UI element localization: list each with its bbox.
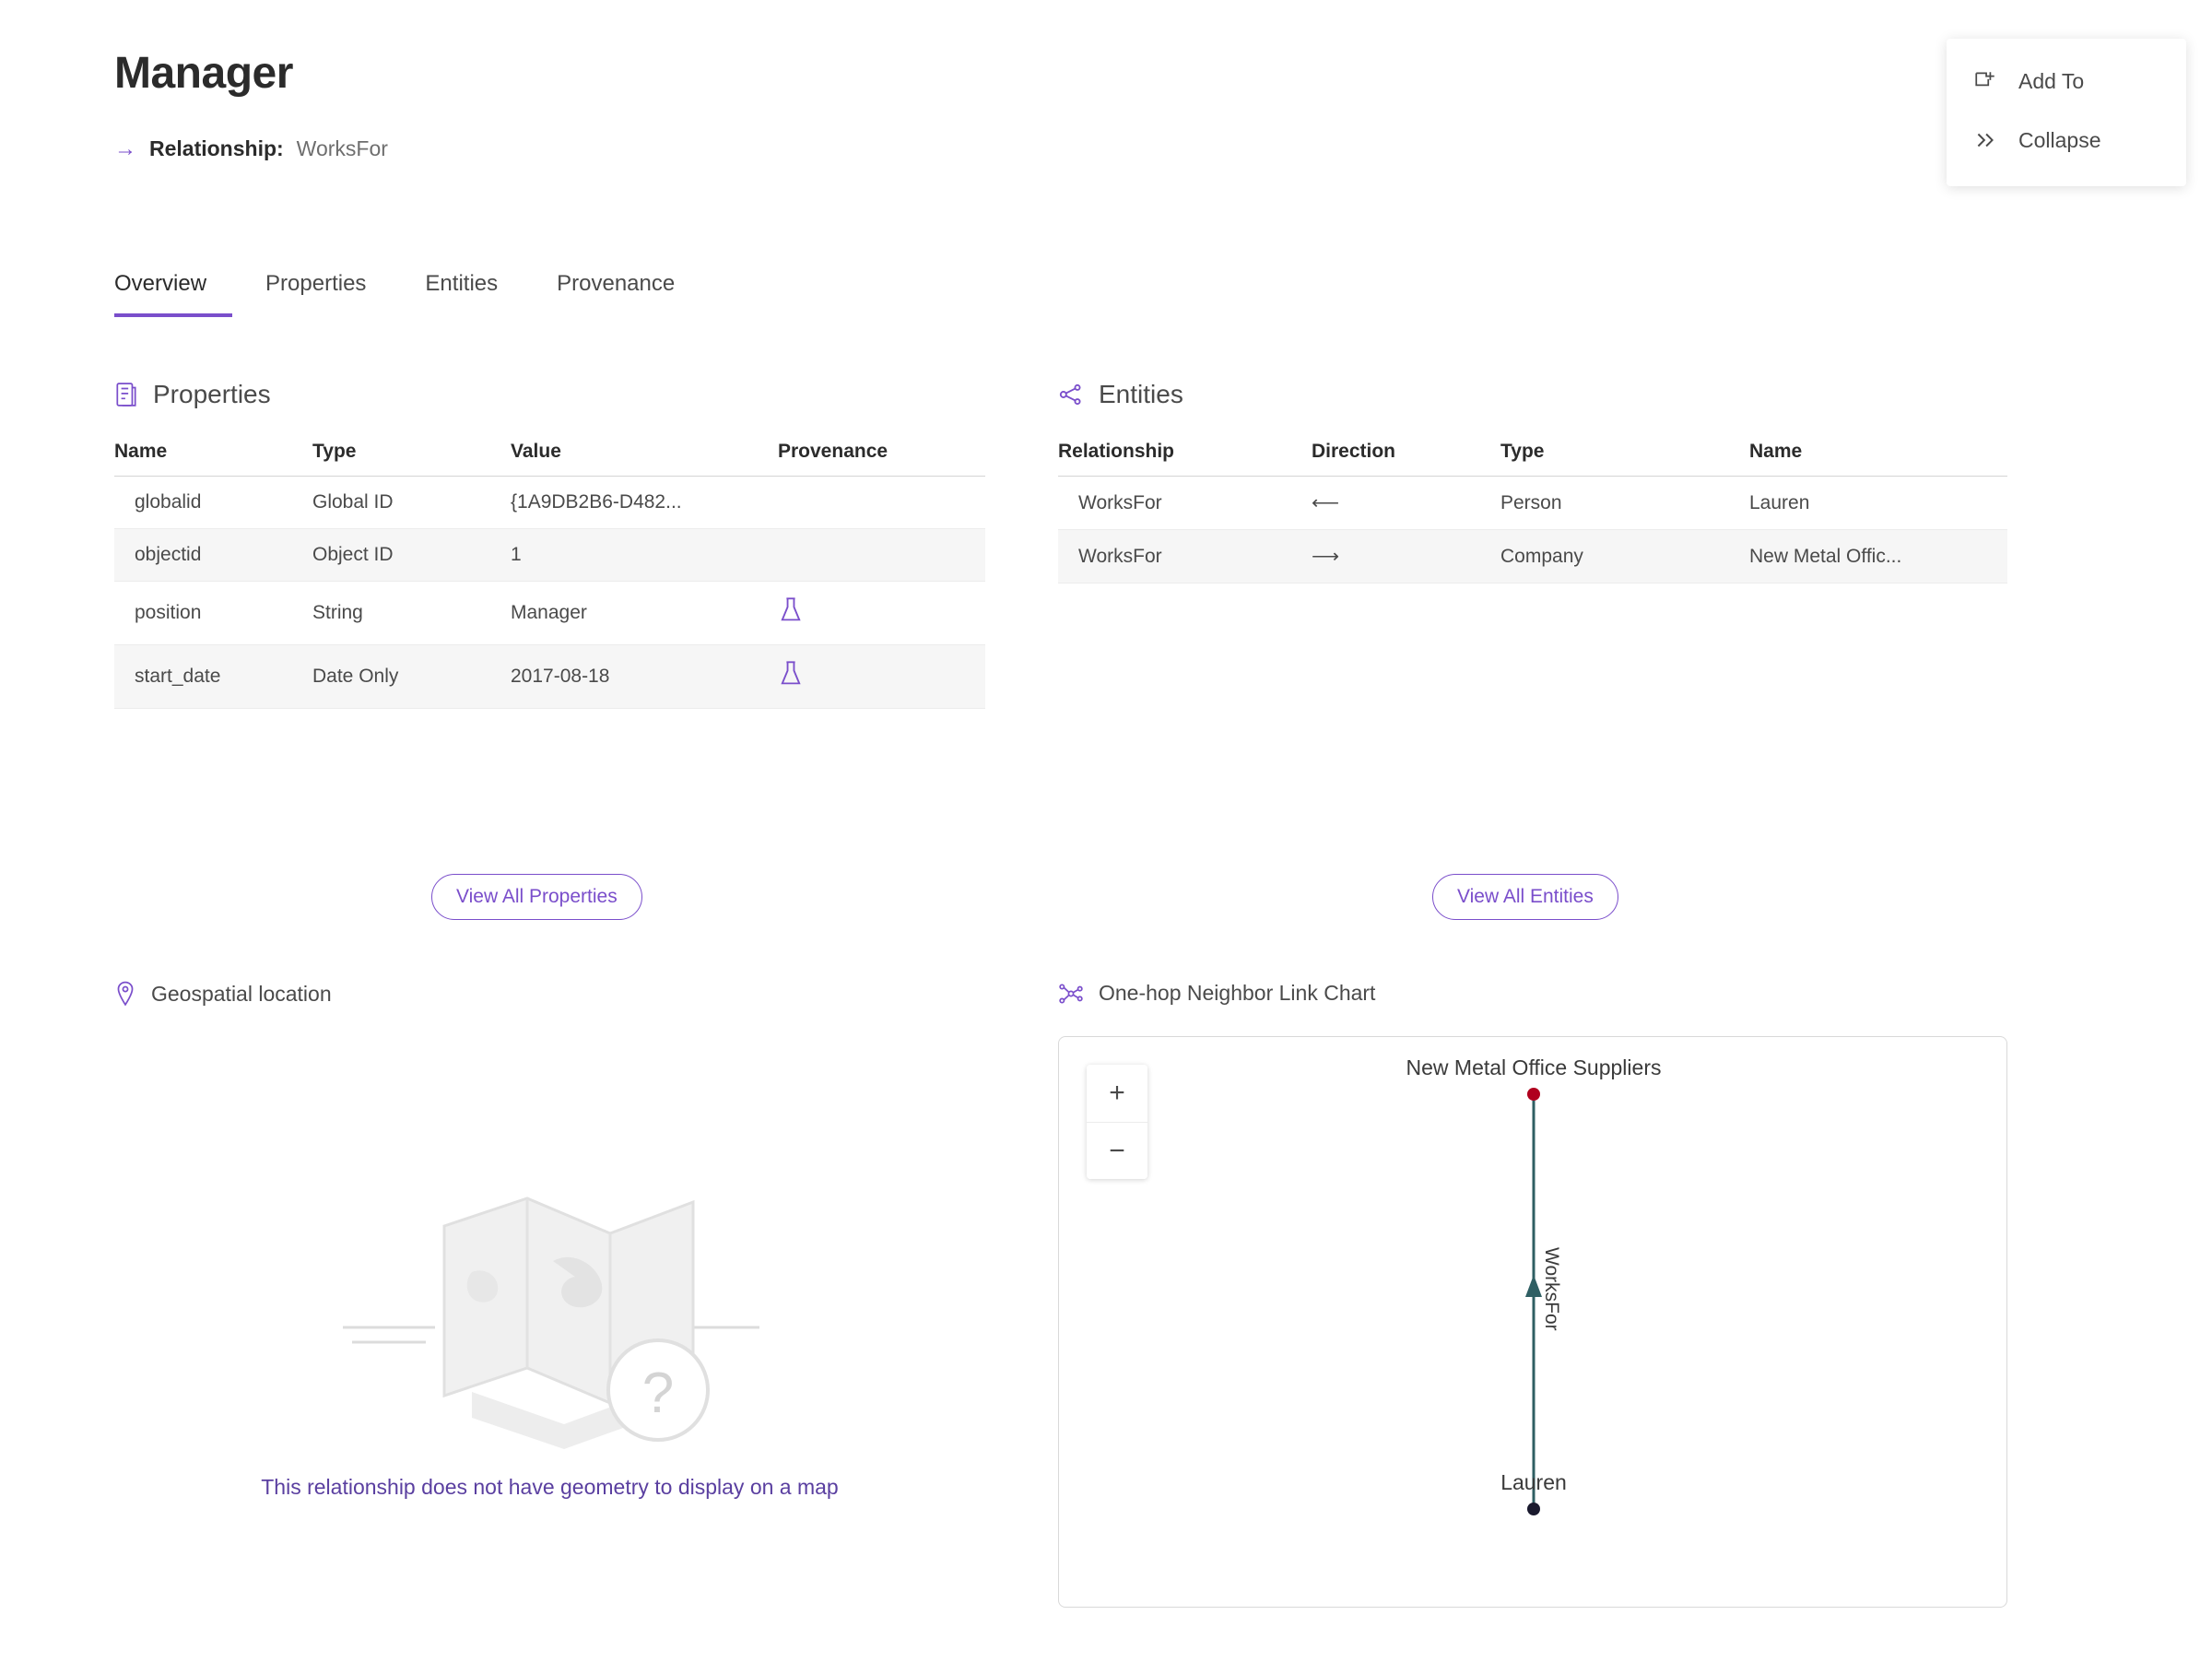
geospatial-heading	[114, 981, 332, 1007]
property-value: 1	[511, 529, 778, 582]
entity-type: Person	[1500, 477, 1749, 530]
link-chart-edges	[1059, 1037, 2008, 1609]
entities-heading	[1058, 380, 2007, 409]
zoom-in-button[interactable]: +	[1087, 1065, 1147, 1122]
node-label-person[interactable]: Lauren	[1500, 1470, 1567, 1494]
property-name: globalid	[114, 477, 312, 529]
flask-icon[interactable]	[778, 660, 804, 693]
properties-heading-label: Properties	[153, 380, 271, 408]
arrow-right-icon: →	[114, 136, 136, 161]
property-type: Date Only	[312, 645, 511, 709]
tab-entities[interactable]: Entities	[425, 271, 499, 296]
table-row[interactable]	[1058, 530, 2007, 584]
geospatial-heading-label: Geospatial location	[151, 981, 332, 1006]
table-row[interactable]	[114, 477, 985, 529]
svg-text:?: ?	[641, 1362, 674, 1425]
property-name: objectid	[114, 529, 312, 582]
property-provenance	[778, 529, 985, 582]
property-name: position	[114, 582, 312, 645]
property-type: Global ID	[312, 477, 511, 529]
entity-relationship: WorksFor	[1058, 530, 1312, 584]
entities-graph-icon	[1058, 382, 1084, 407]
graph-node-company[interactable]	[1527, 1088, 1540, 1101]
collapse-label: Collapse	[2018, 127, 2101, 152]
properties-col-name: Name	[114, 441, 312, 477]
add-to-button[interactable]	[1947, 52, 2186, 111]
entities-table	[1058, 441, 2007, 584]
collapse-chevrons-icon	[1972, 127, 1998, 153]
property-type: Object ID	[312, 529, 511, 582]
entity-relationship: WorksFor	[1058, 477, 1312, 530]
link-chart-heading-label: One-hop Neighbor Link Chart	[1099, 981, 1376, 1005]
property-type: String	[312, 582, 511, 645]
table-row[interactable]	[114, 645, 985, 709]
add-to-label: Add To	[2018, 68, 2085, 93]
relationship-label: Relationship:	[149, 136, 284, 160]
tab-overview[interactable]: Overview	[114, 267, 232, 317]
entity-type: Company	[1500, 530, 1749, 584]
node-label-company[interactable]: New Metal Office Suppliers	[1406, 1055, 1662, 1079]
properties-section	[114, 380, 985, 709]
properties-header-row	[114, 441, 985, 477]
property-value: 2017-08-18	[511, 645, 778, 709]
entities-heading-label: Entities	[1099, 380, 1183, 408]
entities-section	[1058, 380, 2007, 584]
properties-col-value: Value	[511, 441, 778, 477]
tab-bar	[114, 267, 700, 317]
collapse-button[interactable]	[1947, 111, 2186, 170]
table-row[interactable]	[1058, 477, 2007, 530]
page-title: Manager	[114, 49, 293, 98]
add-to-icon	[1972, 68, 1998, 94]
entity-name-link[interactable]: New Metal Offic...	[1749, 530, 2007, 584]
entities-col-direction: Direction	[1312, 441, 1500, 477]
relationship-value: WorksFor	[296, 136, 388, 160]
view-all-properties-button[interactable]: View All Properties	[431, 874, 642, 920]
properties-col-type: Type	[312, 441, 511, 477]
relationship-subtitle	[114, 136, 388, 161]
properties-col-provenance: Provenance	[778, 441, 985, 477]
graph-node-person[interactable]	[1527, 1503, 1540, 1515]
property-name: start_date	[114, 645, 312, 709]
entity-direction: ⟵	[1312, 477, 1500, 530]
map-placeholder	[114, 1032, 985, 1586]
property-provenance	[778, 477, 985, 529]
entity-direction: ⟶	[1312, 530, 1500, 584]
link-chart-icon	[1058, 982, 1084, 1006]
folded-map-illustration	[334, 1161, 767, 1470]
properties-document-icon	[114, 382, 138, 407]
property-provenance	[778, 582, 985, 645]
map-pin-icon	[114, 981, 136, 1007]
entities-col-type: Type	[1500, 441, 1749, 477]
property-provenance	[778, 645, 985, 709]
tab-provenance[interactable]: Provenance	[557, 271, 676, 296]
entities-header-row	[1058, 441, 2007, 477]
link-chart-canvas[interactable]	[1058, 1036, 2007, 1608]
table-row[interactable]	[114, 582, 985, 645]
view-all-entities-button[interactable]: View All Entities	[1432, 874, 1618, 920]
properties-heading	[114, 380, 985, 409]
tab-properties[interactable]: Properties	[265, 271, 367, 296]
entities-col-relationship: Relationship	[1058, 441, 1312, 477]
entities-col-name: Name	[1749, 441, 2007, 477]
flask-icon[interactable]	[778, 596, 804, 630]
zoom-out-button[interactable]: −	[1087, 1122, 1147, 1179]
property-value: {1A9DB2B6-D482...	[511, 477, 778, 529]
edge-label-worksfor: WorksFor	[1541, 1247, 1562, 1331]
entity-name-link[interactable]: Lauren	[1749, 477, 2007, 530]
table-row[interactable]	[114, 529, 985, 582]
action-panel	[1947, 39, 2186, 186]
map-empty-message: This relationship does not have geometry to display on a map	[261, 1475, 839, 1499]
link-chart-heading	[1058, 981, 1375, 1006]
properties-table	[114, 441, 985, 709]
property-value: Manager	[511, 582, 778, 645]
